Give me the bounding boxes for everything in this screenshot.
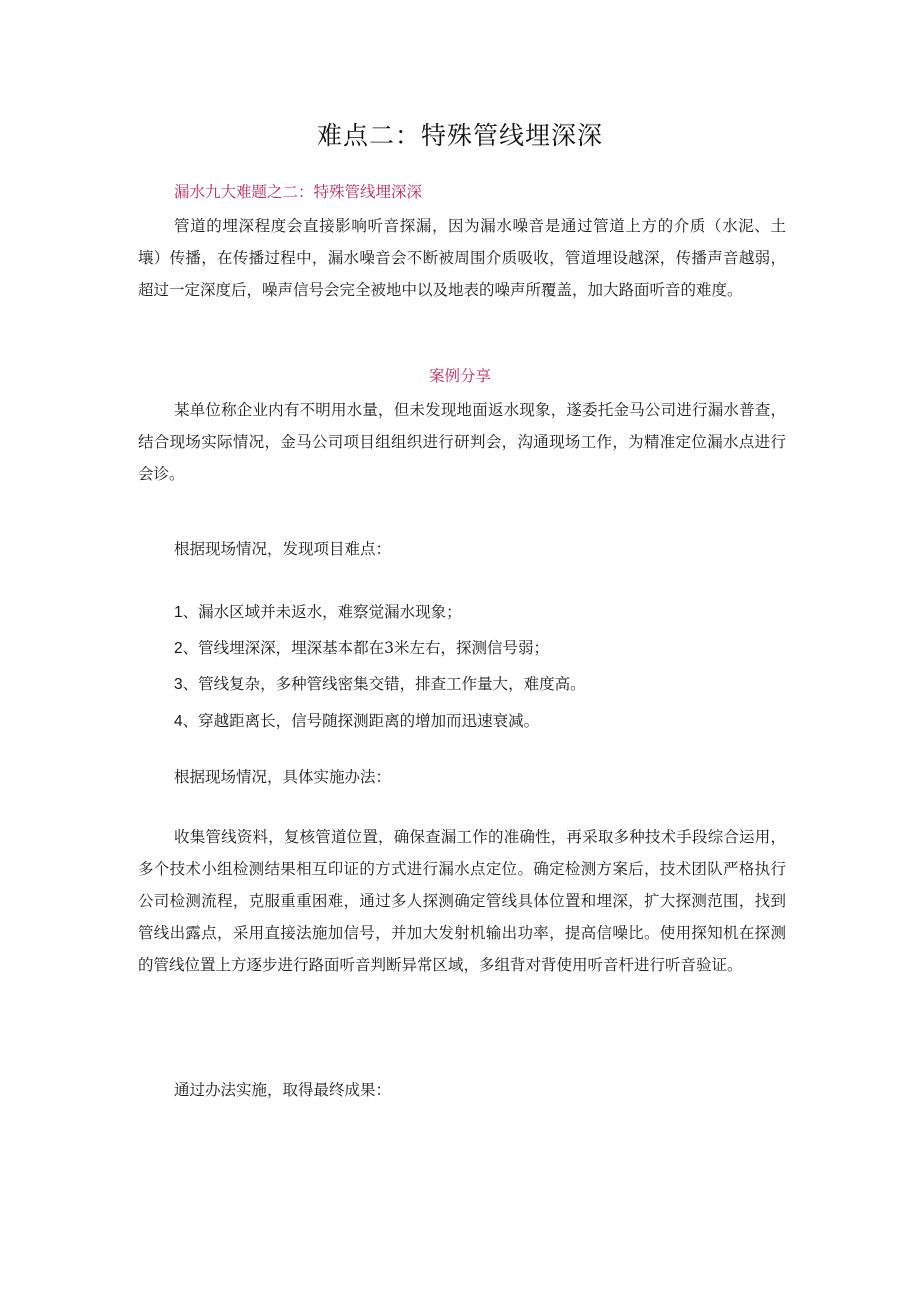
difficulty-item-3 xyxy=(174,672,586,697)
difficulty-number: 1 xyxy=(174,604,183,621)
difficulties-intro: 根据现场情况，发现项目难点： xyxy=(174,540,392,558)
page-title: 难点二：特殊管线埋深深 xyxy=(316,121,603,150)
difficulty-item-1 xyxy=(174,600,462,625)
difficulty-number: 2 xyxy=(174,640,183,657)
case-paragraph: 某单位称企业内有不明用水量，但未发现地面返水现象，遂委托金马公司进行漏水普查，结合现场实际情况，金马公司项目组组织进行研判会，沟通现场工作，为精准定位漏水点进行会诊。 xyxy=(138,401,786,483)
methods-intro: 根据现场情况，具体实施办法： xyxy=(174,768,392,786)
difficulty-text: 、穿越距离长，信号随探测距离的增加而迅速衰减。 xyxy=(182,712,540,730)
difficulty-text: 、漏水区域并未返水，难察觉漏水现象； xyxy=(182,603,462,621)
results-intro: 通过办法实施，取得最终成果： xyxy=(174,1081,392,1099)
difficulty-number: 3 xyxy=(174,676,183,693)
difficulty-text: 、管线复杂，多种管线密集交错，排查工作量大，难度高。 xyxy=(182,675,586,693)
intro-paragraph: 管道的埋深程度会直接影响听音探漏，因为漏水噪音是通过管道上方的介质（水泥、土壤）传播，在传播过程中，漏水噪音会不断被周围介质吸收，管道埋设越深，传播声音越弱，超过一定深度后，噪声信号会完全被地中以及地表的噪声所覆盖，加大路面听音的难度。 xyxy=(138,217,786,299)
difficulty-item-2 xyxy=(174,636,549,661)
methods-paragraph: 收集管线资料，复核管道位置，确保查漏工作的准确性，再采取多种技术手段综合运用，多个技术小组检测结果相互印证的方式进行漏水点定位。确定检测方案后，技术团队严格执行公司检测流程，克服重重困难，通过多人探测确定管线具体位置和埋深，扩大探测范围，找到管线出露点，采用直接法施加信号，并加大发射机输出功率，提高信噪比。使用探知机在探测的管线位置上方逐步进行路面听音判断异常区域，多组背对背使用听音杆进行听音验证。 xyxy=(138,828,786,974)
subtitle: 漏水九大难题之二：特殊管线埋深深 xyxy=(174,183,423,201)
case-heading: 案例分享 xyxy=(428,367,491,385)
difficulty-text: 、管线埋深深，埋深基本都在3米左右，探测信号弱； xyxy=(182,639,549,657)
difficulty-item-4 xyxy=(174,709,539,734)
difficulty-number: 4 xyxy=(174,713,183,730)
